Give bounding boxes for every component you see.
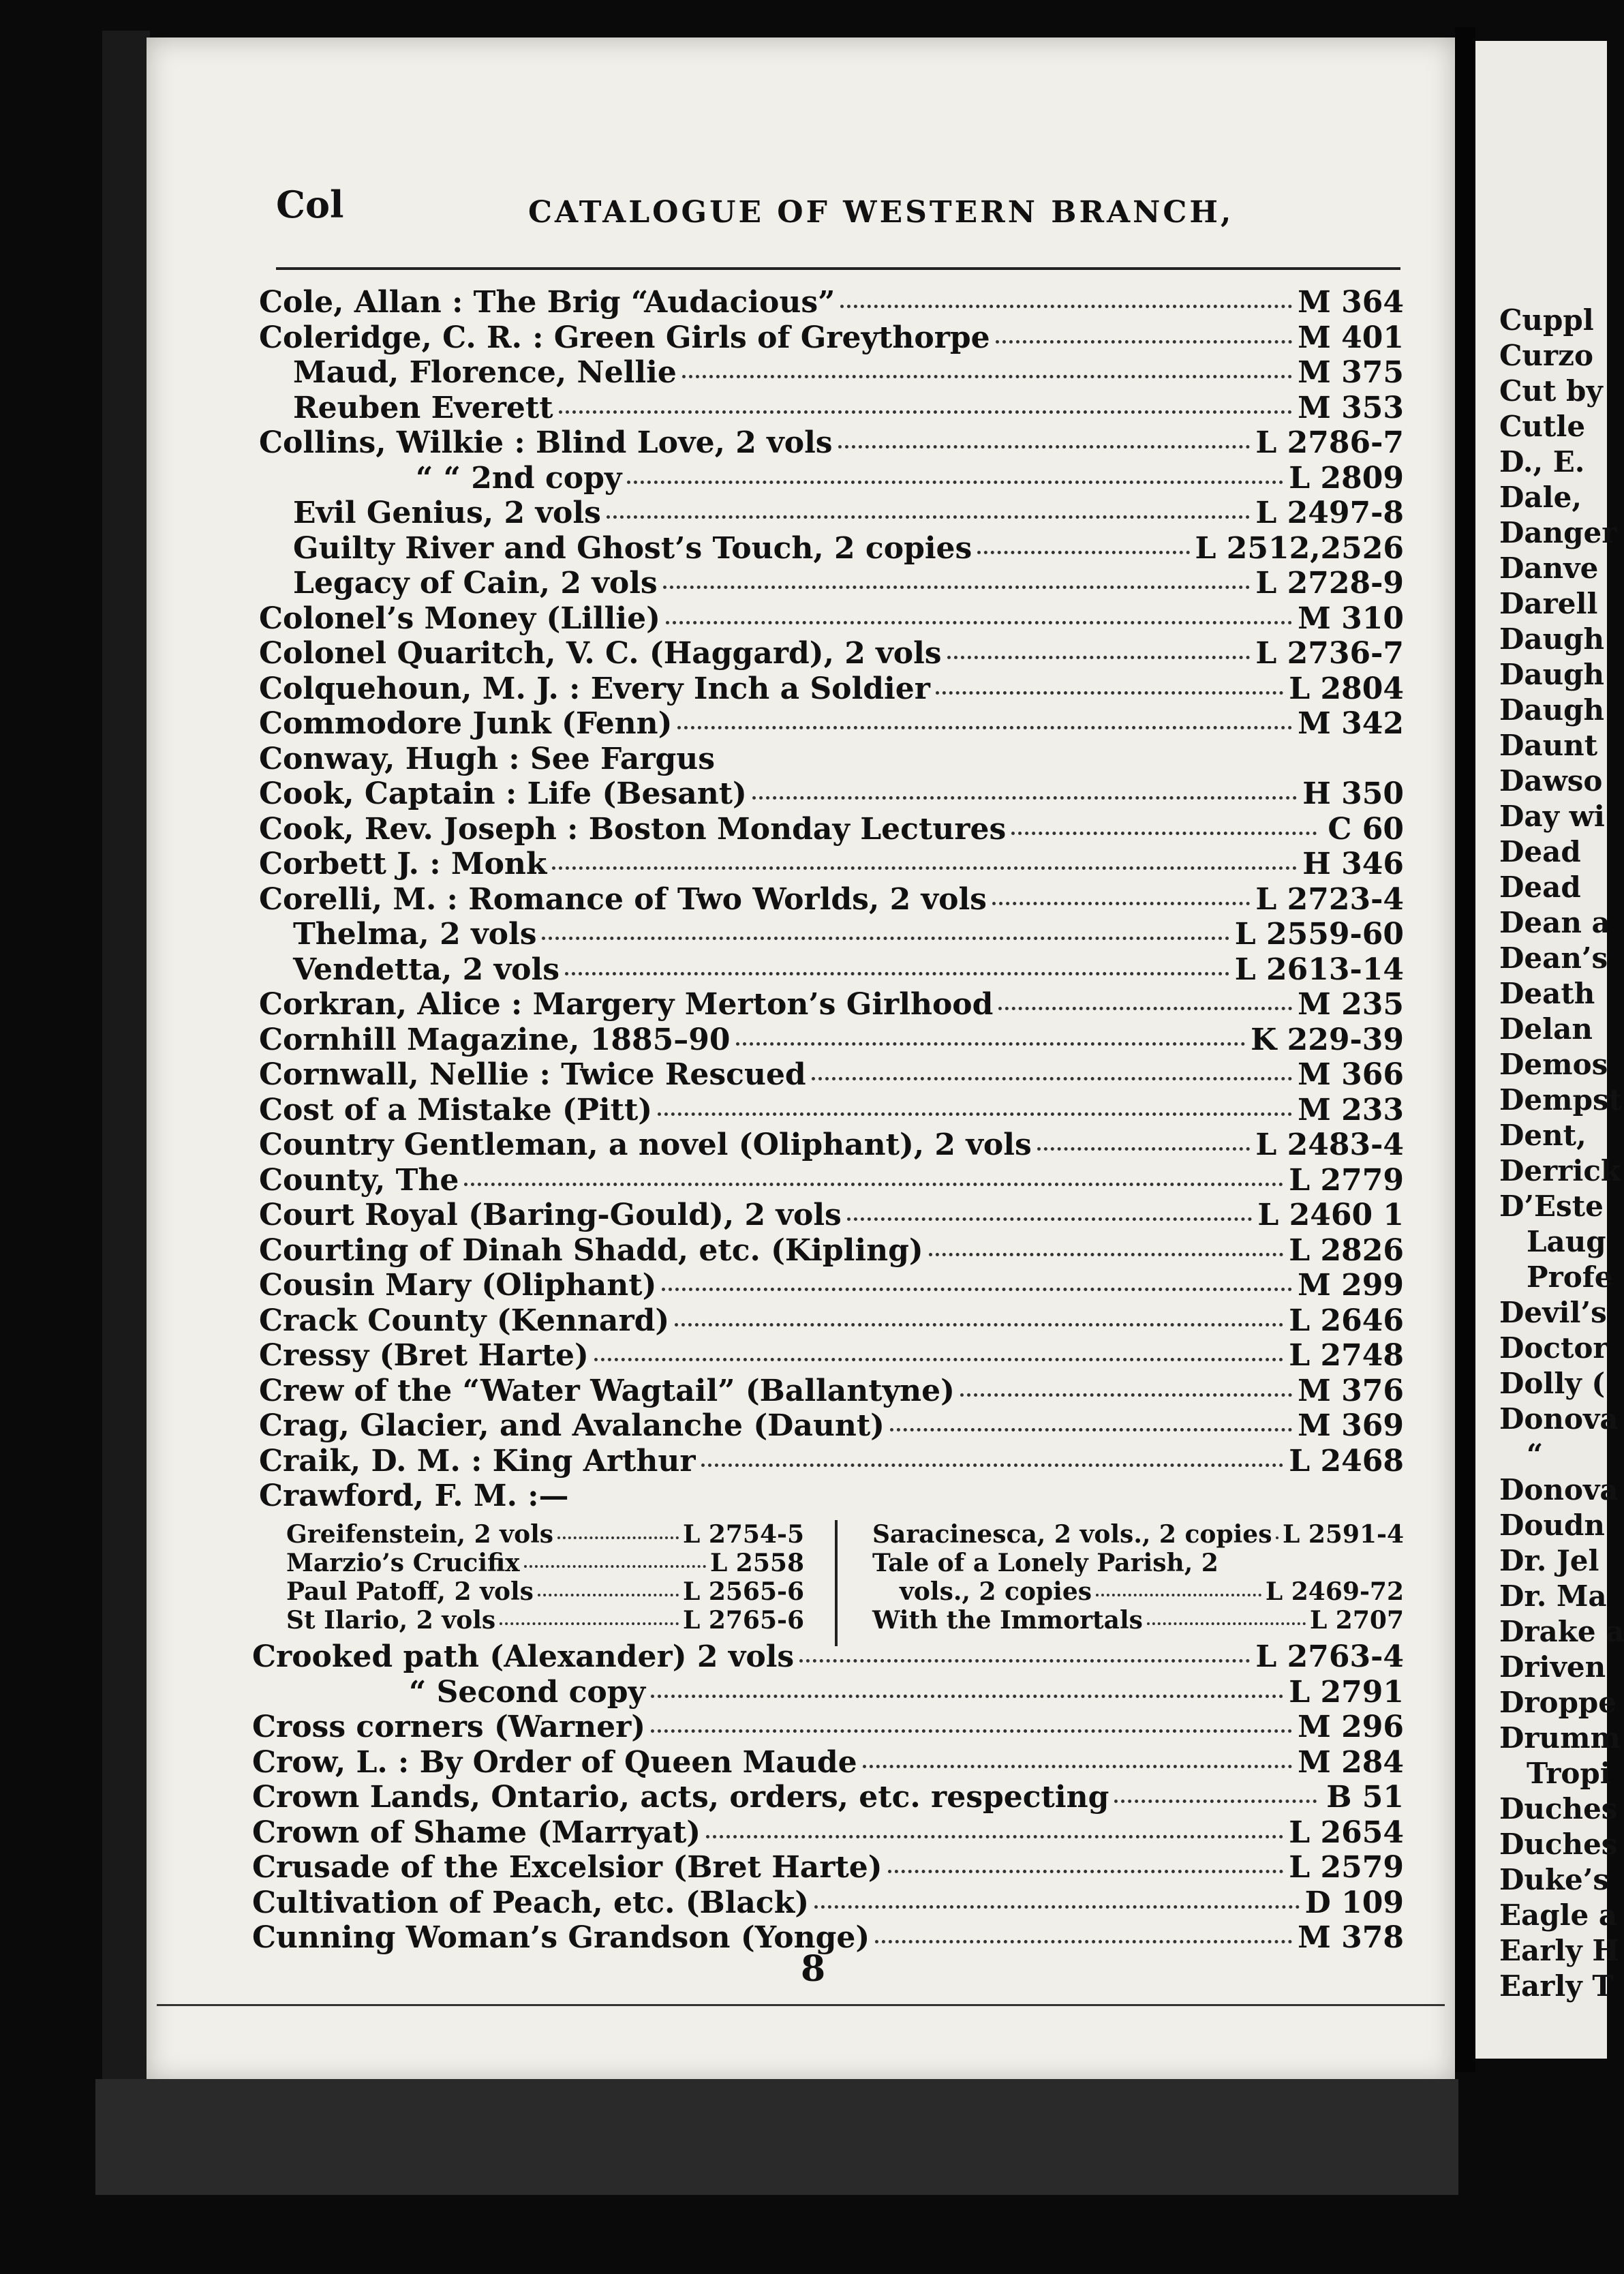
facing-page-line: Daugh <box>1499 658 1605 691</box>
leader-dots <box>838 437 1251 449</box>
catalogue-entries-continued <box>252 1639 1404 1956</box>
facing-page-line: Danve <box>1499 551 1599 585</box>
facing-page-line: Curzo <box>1499 339 1593 372</box>
column-divider <box>835 1520 838 1646</box>
entry-title: “ Second copy <box>409 1674 646 1710</box>
catalogue-entry <box>259 355 1404 391</box>
shelf-mark: M 369 <box>1298 1408 1404 1443</box>
facing-page-line: Delan <box>1499 1012 1593 1046</box>
catalogue-entry <box>872 1606 1404 1635</box>
facing-page-line: Dolly ( <box>1499 1367 1606 1400</box>
facing-page-line: Donova <box>1499 1473 1619 1506</box>
facing-page-line: Eagle a <box>1499 1898 1618 1932</box>
leader-dots <box>1114 1791 1317 1803</box>
shelf-mark: D 109 <box>1304 1885 1404 1920</box>
facing-page-line: Derrick <box>1499 1154 1621 1187</box>
facing-page-line: Doudn <box>1499 1509 1605 1542</box>
running-head-abbrev: Col <box>276 183 344 226</box>
leader-dots <box>947 648 1251 659</box>
facing-page-line: Tropi <box>1527 1757 1611 1790</box>
entry-title: Court Royal (Baring-Gould), 2 vols <box>259 1198 842 1232</box>
shelf-mark: L 2754-5 <box>682 1520 804 1549</box>
entry-title: Guilty River and Ghost’s Touch, 2 copies <box>293 530 972 566</box>
entry-title: Country Gentleman, a novel (Oliphant), 2 vols <box>259 1127 1032 1162</box>
leader-dots <box>814 1897 1300 1909</box>
shelf-mark: L 2786-7 <box>1255 425 1404 460</box>
catalogue-entry <box>252 1710 1404 1745</box>
entry-title: Legacy of Cain, 2 vols <box>293 566 658 601</box>
entry-title: Maud, Florence, Nellie <box>293 355 677 390</box>
entry-title: Colonel Quaritch, V. C. (Haggard), 2 vols <box>259 636 942 671</box>
leader-dots <box>701 1455 1284 1467</box>
entry-title: Crow, L. : By Order of Queen Maude <box>252 1744 857 1780</box>
facing-page-line: Danger <box>1499 516 1617 549</box>
leader-dots <box>1037 1139 1251 1151</box>
catalogue-entry <box>259 1057 1404 1093</box>
entry-title: vols., 2 copies <box>900 1577 1092 1606</box>
shelf-mark: K 229-39 <box>1251 1022 1404 1057</box>
shelf-mark: H 346 <box>1302 847 1404 881</box>
shelf-mark: L 2779 <box>1289 1162 1404 1198</box>
entry-title: Paul Patoff, 2 vols <box>286 1577 534 1606</box>
catalogue-entry <box>259 1444 1404 1479</box>
catalogue-entry <box>259 320 1404 356</box>
facing-page-line: Droppe <box>1499 1686 1617 1719</box>
catalogue-entry <box>259 566 1404 601</box>
facing-page-line: Daugh <box>1499 622 1605 656</box>
facing-page-line: Cut by <box>1499 374 1603 408</box>
entry-title: Cressy (Bret Harte) <box>259 1338 589 1373</box>
facing-page-line: Profe <box>1527 1260 1613 1294</box>
facing-page-line: Daunt <box>1499 729 1598 762</box>
entry-title: Colquehoun, M. J. : Every Inch a Soldier <box>259 671 930 706</box>
facing-page-line: Cutle <box>1499 410 1586 443</box>
leader-dots <box>559 402 1293 414</box>
facing-page-line: Dale, <box>1499 481 1582 514</box>
entry-title: Cousin Mary (Oliphant) <box>259 1268 657 1303</box>
facing-page-line: Early T <box>1499 1969 1614 2003</box>
leader-dots <box>875 1932 1292 1943</box>
catalogue-entry <box>252 1850 1404 1885</box>
catalogue-entry <box>259 496 1404 531</box>
entry-title: Crusade of the Excelsior (Bret Harte) <box>252 1850 883 1885</box>
catalogue-entry <box>252 1885 1404 1921</box>
catalogue-entry <box>259 882 1404 918</box>
entry-title: County, The <box>259 1162 459 1198</box>
shelf-mark: L 2460 1 <box>1257 1198 1404 1232</box>
leader-dots <box>1011 823 1317 835</box>
shelf-mark: L 2748 <box>1289 1338 1404 1373</box>
facing-page-line: Dempst <box>1499 1083 1622 1117</box>
shelf-mark: L 2723-4 <box>1255 881 1404 917</box>
facing-page-line: Daugh <box>1499 693 1605 727</box>
entry-title: Cornwall, Nellie : Twice Rescued <box>259 1057 806 1092</box>
catalogue-entry <box>286 1606 804 1635</box>
catalogue-entry <box>259 1127 1404 1163</box>
shelf-mark: L 2791 <box>1289 1674 1404 1710</box>
page-number: 8 <box>801 1948 826 1990</box>
catalogue-entry <box>259 601 1404 637</box>
shelf-mark: L 2765-6 <box>682 1606 804 1635</box>
leader-dots <box>500 1616 679 1625</box>
shelf-mark: M 376 <box>1298 1373 1404 1408</box>
shelf-mark: M 401 <box>1298 320 1404 355</box>
leader-dots <box>565 964 1229 975</box>
catalogue-entry <box>259 671 1404 707</box>
shelf-mark: M 296 <box>1298 1710 1404 1744</box>
catalogue-entry <box>872 1577 1404 1606</box>
catalogue-entry <box>872 1549 1404 1577</box>
entry-title: Cook, Captain : Life (Besant) <box>259 776 747 811</box>
leader-dots <box>651 1686 1283 1698</box>
catalogue-entry <box>259 1303 1404 1339</box>
leader-dots <box>682 367 1292 378</box>
running-head-title: CATALOGUE OF WESTERN BRANCH, <box>528 195 1234 230</box>
facing-page-line: Dr. Ma <box>1499 1579 1607 1613</box>
leader-dots <box>627 472 1283 484</box>
catalogue-entry <box>252 1815 1404 1851</box>
shelf-mark: L 2826 <box>1289 1232 1404 1268</box>
facing-page-line: Driven <box>1499 1650 1606 1684</box>
catalogue-entry <box>259 1163 1404 1198</box>
entry-title: Craik, D. M. : King Arthur <box>259 1443 696 1479</box>
page-bottom-shadow <box>95 2079 1458 2195</box>
leader-dots <box>1096 1587 1261 1596</box>
catalogue-entry <box>259 1198 1404 1233</box>
leader-dots <box>1147 1616 1306 1625</box>
catalogue-entry <box>286 1549 804 1577</box>
leader-dots <box>557 1530 679 1539</box>
leader-dots <box>799 1651 1250 1663</box>
facing-page-line: Early H <box>1499 1934 1620 1967</box>
shelf-mark: M 299 <box>1298 1268 1404 1303</box>
facing-page-text <box>1499 303 1624 2005</box>
catalogue-entry <box>259 952 1404 988</box>
facing-page-line: Demos <box>1499 1048 1608 1081</box>
shelf-mark: B 51 <box>1326 1780 1404 1815</box>
entry-title: Thelma, 2 vols <box>293 917 537 952</box>
facing-page-line: Dean’s <box>1499 941 1608 975</box>
catalogue-entry <box>259 1268 1404 1303</box>
leader-dots <box>706 1827 1283 1838</box>
leader-dots <box>542 928 1229 940</box>
entry-title: Crack County (Kennard) <box>259 1303 670 1338</box>
catalogue-entry <box>872 1520 1404 1549</box>
leader-dots <box>936 683 1283 695</box>
shelf-mark: M 233 <box>1298 1092 1404 1127</box>
facing-page-line: Duke’s <box>1499 1863 1610 1896</box>
catalogue-entry <box>259 285 1404 320</box>
shelf-mark: M 235 <box>1298 987 1404 1022</box>
page-header <box>276 183 1400 237</box>
shelf-mark: M 364 <box>1298 285 1404 320</box>
entry-title: Crooked path (Alexander) 2 vols <box>252 1639 795 1674</box>
entry-title: “ “ 2nd copy <box>416 460 622 496</box>
catalogue-entry <box>252 1745 1404 1780</box>
catalogue-entry <box>259 847 1404 882</box>
catalogue-entry <box>286 1520 804 1549</box>
shelf-mark: C 60 <box>1328 811 1404 847</box>
leader-dots <box>594 1350 1283 1361</box>
facing-page-line: Laug <box>1527 1225 1606 1258</box>
leader-dots <box>752 788 1297 800</box>
shelf-mark: L 2707 <box>1309 1606 1404 1635</box>
leader-dots <box>1276 1530 1278 1539</box>
catalogue-entry <box>259 742 1404 777</box>
catalogue-entry <box>259 391 1404 426</box>
catalogue-entry <box>252 1675 1404 1710</box>
entry-title: Commodore Junk (Fenn) <box>259 706 673 741</box>
leader-dots <box>666 613 1292 624</box>
catalogue-entry <box>252 1639 1404 1675</box>
shelf-mark: L 2728-9 <box>1255 566 1404 601</box>
facing-page-line: Dawso <box>1499 764 1603 798</box>
facing-page-line: Dent, <box>1499 1119 1587 1152</box>
facing-page-line: Death <box>1499 977 1595 1010</box>
shelf-mark: L 2483-4 <box>1255 1127 1404 1162</box>
bottom-rule <box>157 2004 1445 2006</box>
shelf-mark: M 342 <box>1298 706 1404 741</box>
shelf-mark: L 2654 <box>1289 1815 1404 1850</box>
shelf-mark: L 2646 <box>1289 1303 1404 1338</box>
catalogue-entry <box>259 776 1404 812</box>
entry-title: With the Immortals <box>872 1606 1143 1635</box>
entry-title: Cornhill Magazine, 1885–90 <box>259 1022 731 1057</box>
shelf-mark: M 310 <box>1298 601 1404 636</box>
shelf-mark: L 2809 <box>1289 460 1404 496</box>
leader-dots <box>651 1721 1292 1733</box>
shelf-mark: M 353 <box>1298 390 1404 425</box>
shelf-mark: L 2736-7 <box>1255 636 1404 671</box>
leader-dots <box>662 1279 1292 1291</box>
entry-title: Greifenstein, 2 vols <box>286 1520 554 1549</box>
facing-page-line: Darell <box>1499 587 1598 620</box>
facing-page-line: Duches <box>1499 1828 1618 1861</box>
catalogue-entry <box>259 1093 1404 1128</box>
header-rule <box>276 267 1400 270</box>
shelf-mark: L 2559-60 <box>1234 917 1404 952</box>
facing-page-line: “ <box>1527 1438 1544 1471</box>
catalogue-entry <box>259 1408 1404 1444</box>
facing-page-line: Drake a <box>1499 1615 1624 1648</box>
leader-dots <box>929 1245 1284 1256</box>
facing-page-line: Donova <box>1499 1402 1619 1436</box>
entry-title: Crag, Glacier, and Avalanche (Daunt) <box>259 1408 885 1443</box>
facing-page-line: Dead <box>1499 835 1581 868</box>
catalogue-entry <box>259 425 1404 461</box>
catalogue-entry <box>259 1233 1404 1269</box>
catalogue-entry <box>259 1479 1404 1514</box>
facing-page-line: Dr. Jel <box>1499 1544 1599 1577</box>
catalogue-entry <box>252 1780 1404 1815</box>
catalogue-entry <box>259 706 1404 742</box>
shelf-mark: M 284 <box>1298 1744 1404 1780</box>
entry-title: Crown Lands, Ontario, acts, orders, etc. respecting <box>252 1780 1109 1815</box>
entry-title: Collins, Wilkie : Blind Love, 2 vols <box>259 425 833 460</box>
leader-dots <box>996 332 1292 344</box>
catalogue-entry <box>259 812 1404 847</box>
facing-page-line: Devil’s <box>1499 1296 1607 1329</box>
leader-dots <box>677 718 1292 729</box>
entry-title: Conway, Hugh : See Fargus <box>259 741 716 776</box>
shelf-mark: M 375 <box>1298 355 1404 390</box>
entry-title: Cole, Allan : The Brig “Audacious” <box>259 285 836 320</box>
facing-page-line: Dead <box>1499 870 1581 904</box>
leader-dots <box>888 1862 1284 1873</box>
shelf-mark: L 2565-6 <box>682 1577 804 1606</box>
leader-dots <box>524 1558 706 1568</box>
catalogue-entry <box>259 1374 1404 1409</box>
facing-page-line: D’Este <box>1499 1189 1604 1223</box>
catalogue-entry <box>259 917 1404 952</box>
leader-dots <box>675 1315 1283 1326</box>
entry-title: Reuben Everett <box>293 390 553 425</box>
facing-page-line: Dean a <box>1499 906 1610 939</box>
entry-title: Marzio’s Crucifix <box>286 1549 520 1577</box>
catalogue-entry <box>286 1577 804 1606</box>
facing-page-line: D., E. <box>1499 445 1585 479</box>
entry-title: Corbett J. : Monk <box>259 847 547 881</box>
catalogue-entries <box>259 285 1404 1514</box>
crawford-subentries <box>286 1520 1404 1650</box>
entry-title: Crawford, F. M. :— <box>259 1479 569 1513</box>
entry-title: Corkran, Alice : Margery Merton’s Girlhood <box>259 987 994 1022</box>
shelf-mark: L 2468 <box>1289 1443 1404 1479</box>
leader-dots <box>840 297 1292 308</box>
leader-dots <box>890 1420 1292 1431</box>
catalogue-entry <box>259 987 1404 1022</box>
leader-dots <box>736 1034 1246 1046</box>
facing-page-line: Drumm <box>1499 1721 1621 1755</box>
shelf-mark: L 2763-4 <box>1255 1639 1404 1674</box>
shelf-mark: L 2591-4 <box>1282 1520 1404 1549</box>
entry-title: Corelli, M. : Romance of Two Worlds, 2 vols <box>259 881 987 917</box>
leader-dots <box>847 1209 1253 1221</box>
shelf-mark: L 2512,2526 <box>1195 530 1404 566</box>
entry-title: Crew of the “Water Wagtail” (Ballantyne) <box>259 1373 955 1408</box>
catalogue-entry <box>259 531 1404 566</box>
leader-dots <box>863 1757 1292 1768</box>
facing-page-line: Duches <box>1499 1792 1618 1825</box>
leader-dots <box>464 1174 1283 1186</box>
shelf-mark: L 2558 <box>709 1549 804 1577</box>
entry-title: Cook, Rev. Joseph : Boston Monday Lectures <box>259 811 1007 847</box>
leader-dots <box>812 1069 1292 1080</box>
leader-dots <box>992 894 1250 905</box>
entry-title: Colonel’s Money (Lillie) <box>259 601 660 636</box>
shelf-mark: M 366 <box>1298 1057 1404 1092</box>
leader-dots <box>658 1104 1292 1116</box>
leader-dots <box>552 858 1297 870</box>
entry-title: Saracinesca, 2 vols., 2 copies <box>872 1520 1272 1549</box>
facing-page-line: Day wi <box>1499 800 1605 833</box>
book-binding <box>1455 27 1475 2072</box>
entry-title: Cross corners (Warner) <box>252 1710 646 1744</box>
shelf-mark: L 2469-72 <box>1265 1577 1404 1606</box>
entry-title: Vendetta, 2 vols <box>293 952 560 987</box>
facing-page-line: Cuppl <box>1499 303 1594 337</box>
entry-title: Crown of Shame (Marryat) <box>252 1815 701 1850</box>
leader-dots <box>538 1587 679 1596</box>
entry-title: Cunning Woman’s Grandson (Yonge) <box>252 1920 870 1955</box>
entry-title: Coleridge, C. R. : Green Girls of Greythorpe <box>259 320 990 355</box>
catalogue-entry <box>252 1920 1404 1956</box>
leader-dots <box>998 999 1292 1010</box>
shelf-mark: L 2804 <box>1289 671 1404 706</box>
crawford-right-column <box>872 1520 1404 1635</box>
entry-title: Courting of Dinah Shadd, etc. (Kipling) <box>259 1232 923 1268</box>
catalogue-entry <box>259 636 1404 671</box>
entry-title: St Ilario, 2 vols <box>286 1606 496 1635</box>
leader-dots <box>977 543 1189 554</box>
crawford-left-column <box>286 1520 804 1635</box>
entry-title: Cultivation of Peach, etc. (Black) <box>252 1885 810 1920</box>
shelf-mark: L 2613-14 <box>1234 952 1404 987</box>
catalogue-entry <box>259 1022 1404 1058</box>
facing-page-line: Doctor <box>1499 1331 1608 1365</box>
catalogue-entry <box>259 1338 1404 1374</box>
leader-dots <box>960 1385 1292 1397</box>
shelf-mark: L 2497-8 <box>1255 496 1404 530</box>
leader-dots <box>607 507 1251 519</box>
entry-title: Evil Genius, 2 vols <box>293 496 601 530</box>
shelf-mark: H 350 <box>1302 776 1404 811</box>
page-left-edge <box>102 31 150 2110</box>
catalogue-entry <box>259 461 1404 496</box>
leader-dots <box>663 577 1251 589</box>
entry-title: Tale of a Lonely Parish, 2 <box>872 1549 1219 1577</box>
shelf-mark: M 378 <box>1298 1920 1404 1955</box>
shelf-mark: L 2579 <box>1289 1850 1404 1885</box>
entry-title: Cost of a Mistake (Pitt) <box>259 1092 653 1127</box>
